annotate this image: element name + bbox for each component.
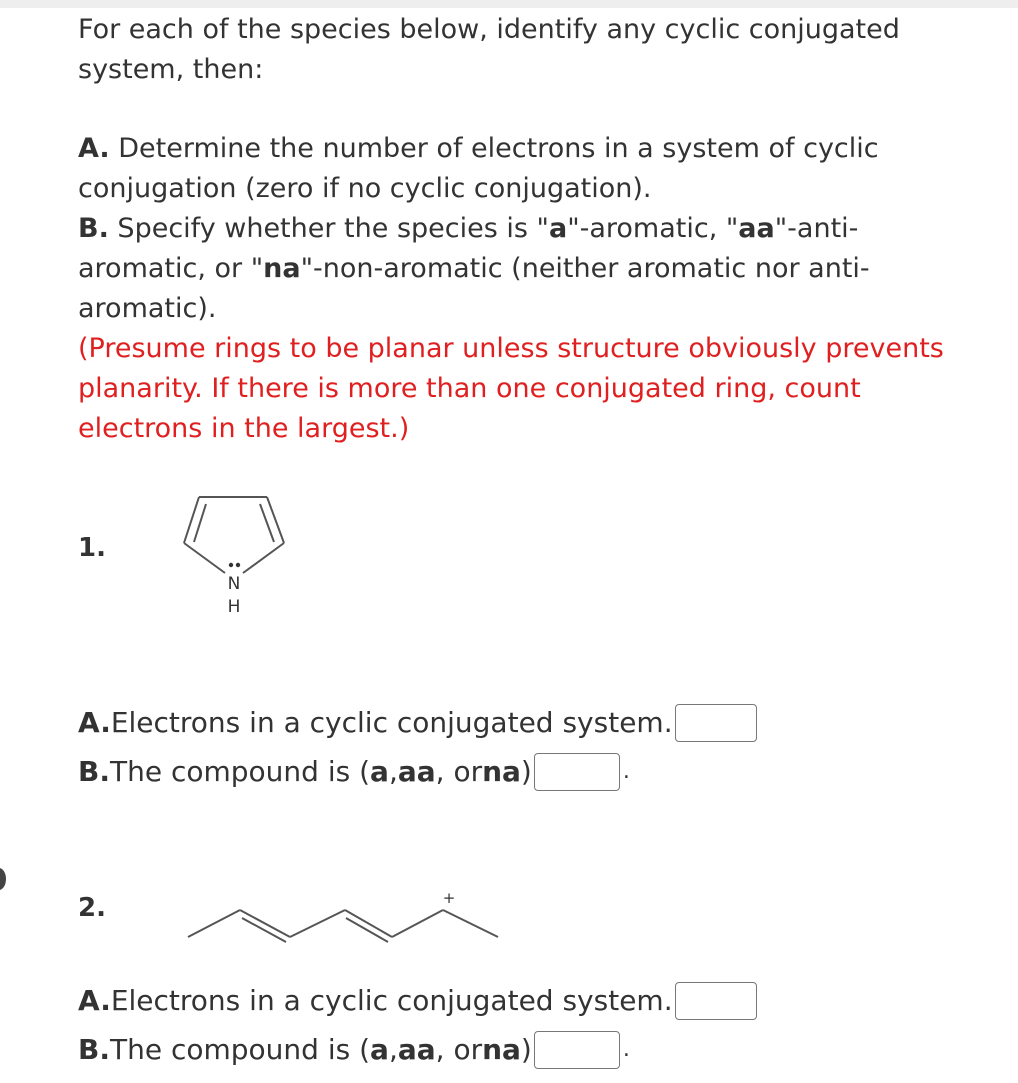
part-b-text: , bbox=[388, 755, 398, 788]
part-b-text: The compound is ( bbox=[109, 755, 371, 788]
hydrogen-label: H bbox=[227, 597, 241, 617]
bond bbox=[345, 910, 392, 937]
code-a: a bbox=[548, 213, 568, 244]
bond bbox=[188, 910, 240, 937]
double-bond-line bbox=[242, 918, 286, 942]
part-a-label: A. bbox=[78, 984, 111, 1017]
code-na: na bbox=[482, 755, 521, 788]
code-na: na bbox=[482, 1033, 521, 1066]
electron-count-input[interactable] bbox=[675, 982, 757, 1020]
instructions bbox=[78, 129, 958, 449]
bond bbox=[267, 497, 284, 543]
bond bbox=[290, 910, 345, 937]
part-b-text: , bbox=[388, 1033, 398, 1066]
part-b-text: ) bbox=[520, 1033, 532, 1066]
instruction-b-text: Specify whether the species is " bbox=[108, 213, 549, 244]
code-aa: aa bbox=[397, 1033, 436, 1066]
pyrrole-structure bbox=[170, 485, 300, 625]
question-1-part-a bbox=[78, 703, 757, 743]
bond bbox=[243, 543, 284, 573]
bond bbox=[240, 910, 290, 937]
part-b-text: , or bbox=[435, 1033, 483, 1066]
period: . bbox=[622, 759, 630, 784]
instruction-a-text: Determine the number of electrons in a system of cyclic conjugation (zero if no cyclic conjugation). bbox=[78, 133, 879, 204]
positive-charge-label: + bbox=[442, 889, 456, 907]
lone-pair-dot bbox=[229, 563, 233, 567]
part-a-text: Electrons in a cyclic conjugated system. bbox=[110, 706, 673, 739]
bond bbox=[392, 910, 443, 937]
electron-count-input[interactable] bbox=[675, 704, 757, 742]
intro-text: For each of the species below, identify any cyclic conjugated system, then: bbox=[78, 14, 900, 85]
instruction-b-text: "-aromatic, " bbox=[567, 213, 739, 244]
question-2-part-a bbox=[78, 981, 757, 1021]
planarity-note: (Presume rings to be planar unless structure obviously prevents planarity. If there is more than one conjugated ring, count electrons in the largest.) bbox=[78, 333, 944, 444]
instruction-b-label: B. bbox=[78, 213, 109, 244]
code-a: a bbox=[370, 1033, 389, 1066]
code-aa: aa bbox=[738, 213, 775, 244]
top-bar bbox=[0, 0, 1018, 8]
question-2-number: 2. bbox=[78, 893, 106, 923]
part-a-text: Electrons in a cyclic conjugated system. bbox=[110, 984, 673, 1017]
question-1-number: 1. bbox=[78, 533, 106, 563]
part-b-text: ) bbox=[520, 755, 532, 788]
code-aa: aa bbox=[397, 755, 436, 788]
part-b-label: B. bbox=[78, 755, 110, 788]
code-a: a bbox=[370, 755, 389, 788]
nitrogen-label: N bbox=[227, 574, 241, 594]
code-na: na bbox=[263, 253, 301, 284]
scroll-handle bbox=[0, 868, 6, 890]
aromaticity-input[interactable] bbox=[534, 1031, 620, 1069]
instruction-b-text: "-anti-aromatic, or " bbox=[78, 213, 859, 284]
instruction-a-label: A. bbox=[78, 133, 110, 164]
lone-pair-dot bbox=[236, 563, 240, 567]
part-b-text: The compound is ( bbox=[109, 1033, 371, 1066]
question-1-part-b bbox=[78, 752, 630, 792]
aromaticity-input[interactable] bbox=[534, 753, 620, 791]
period: . bbox=[622, 1037, 630, 1062]
instruction-b-text: "-non-aromatic (neither aromatic nor anti-aromatic). bbox=[78, 253, 870, 324]
bond bbox=[443, 910, 498, 937]
allylic-cation-structure bbox=[180, 885, 510, 950]
bond bbox=[184, 543, 225, 573]
part-a-label: A. bbox=[78, 706, 111, 739]
question-2-part-b bbox=[78, 1030, 630, 1070]
part-b-label: B. bbox=[78, 1033, 110, 1066]
part-b-text: , or bbox=[435, 755, 483, 788]
